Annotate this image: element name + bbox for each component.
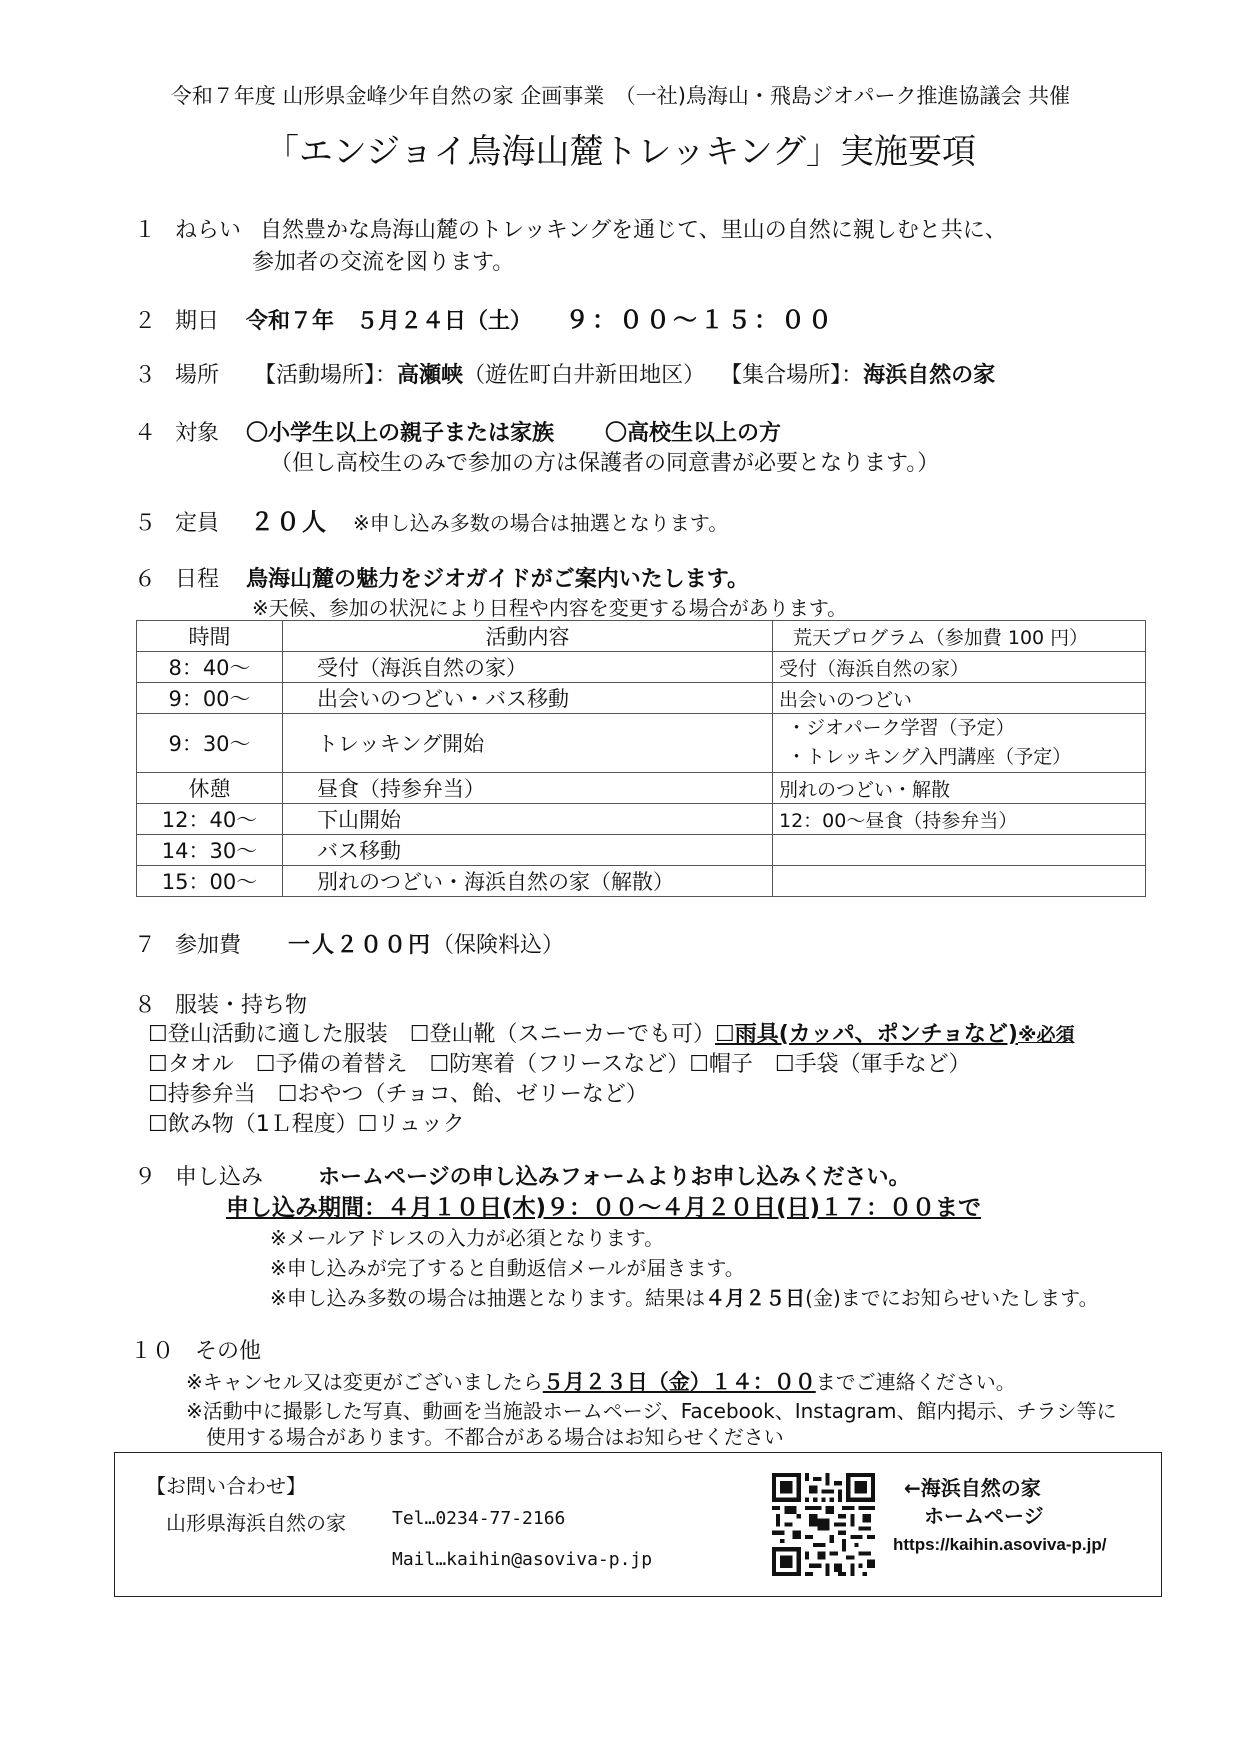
other-note-1 [186,1366,1016,1396]
page-title: 「エンジョイ鳥海山麓トレッキング」実施要項 [264,132,977,172]
row-rain [773,714,1146,773]
meeting-place-label: 【集合場所】： [720,363,864,388]
schedule-table [136,620,1146,897]
row-rain [773,835,1146,866]
section-number: ３ [134,363,157,388]
required-mark: ※必須 [1017,1024,1075,1046]
section-number: ６ [134,567,157,592]
section-number: １０ [130,1339,175,1364]
homepage-url-link[interactable]: https://kaihin.asoviva-p.jp/ [893,1535,1107,1554]
rain-line: ・ジオパーク学習（予定） [787,717,1015,739]
fee-value: 一人２００円 [288,933,433,958]
section-label: ねらい [175,218,242,243]
page-header: 令和７年度 山形県金峰少年自然の家 企画事業 （一社)鳥海山・飛島ジオパーク推進協議会 共催 [170,84,1071,108]
row-activity: 出会いのつどい・バス移動 [283,683,773,714]
other-note-3: 使用する場合があります。不都合がある場合はお知らせください [206,1425,784,1449]
section-1 [134,213,1007,244]
section-8 [134,988,307,1019]
result-date: ４月２５日 [705,1286,806,1310]
belongings-items: ☐登山活動に適した服装 ☐登山靴（スニーカーでも可） [148,1022,716,1047]
row-time: 9：00～ [137,683,283,714]
section-label: 参加費 [175,933,242,958]
table-header-row [137,621,1146,652]
event-date: 令和７年 ５月２４日（土） [246,309,533,334]
section-label: 服装・持ち物 [175,993,308,1018]
contact-tel: Tel…0234-77-2166 [392,1508,566,1529]
homepage-arrow-label: ←海浜自然の家 [904,1476,1041,1500]
note-text: ※申し込み多数の場合は抽選となります。結果は [270,1286,706,1310]
row-activity: 昼食（持参弁当） [283,773,773,804]
row-activity: 受付（海浜自然の家） [283,652,773,683]
header-activity: 活動内容 [283,621,773,652]
row-activity: バス移動 [283,835,773,866]
section-label: 対象 [175,421,220,446]
row-rain: 受付（海浜自然の家） [773,652,1146,683]
schedule-lead: 鳥海山麓の魅力をジオガイドがご案内いたします。 [246,567,749,592]
apply-note-1: ※メールアドレスの入力が必須となります。 [270,1226,665,1250]
belongings-line-2: ☐タオル ☐予備の着替え ☐防寒着（フリースなど）☐帽子 ☐手袋（軍手など） [148,1052,971,1077]
target-note: （但し高校生のみで参加の方は保護者の同意書が必要となります。） [270,451,940,476]
row-rain [773,866,1146,897]
other-note-2: ※活動中に撮影した写真、動画を当施設ホームページ、Facebook、Instagram、館内掲示、チラシ等に [186,1399,1117,1423]
section-6 [134,562,749,593]
row-rain: 12：00～昼食（持参弁当） [773,804,1146,835]
section-text: 自然豊かな鳥海山麓のトレッキングを通じて、里山の自然に親しむと共に、 [260,218,1007,243]
section-9 [134,1160,911,1191]
apply-lead: ホームページの申し込みフォームよりお申し込みください。 [318,1165,911,1190]
row-rain: 別れのつどい・解散 [773,773,1146,804]
contact-heading: 【お問い合わせ】 [146,1474,306,1498]
row-activity: 別れのつどい・海浜自然の家（解散） [283,866,773,897]
row-activity: 下山開始 [283,804,773,835]
apply-period: 申し込み期間：４月１０日(木)９：００～４月２０日(日)１７：００まで [226,1195,982,1221]
section-label: 場所 [175,363,220,388]
note-text: (金) [805,1286,841,1310]
section-label: その他 [195,1339,262,1364]
target-family: 〇小学生以上の親子または家族 [246,421,555,446]
header-rain-program: 荒天プログラム（参加費 100 円） [773,621,1146,652]
section-number: ４ [134,421,157,446]
row-time: 12：40～ [137,804,283,835]
section-number: ９ [134,1165,157,1190]
event-time: ９：００～１５：００ [565,306,836,334]
schedule-note: ※天候、参加の状況により日程や内容を変更する場合があります。 [252,596,848,620]
apply-note-2: ※申し込みが完了すると自動返信メールが届きます。 [270,1256,745,1280]
activity-place: 高瀬峡 [397,363,464,388]
section-4 [134,416,781,447]
target-highschool: 〇高校生以上の方 [605,421,782,446]
contact-org: 山形県海浜自然の家 [166,1511,346,1535]
table-row [137,866,1146,897]
rain-line: ・トレッキング入門講座（予定） [787,746,1072,768]
homepage-label: ホームページ [924,1504,1044,1528]
table-row [137,652,1146,683]
rain-gear-item: ☐雨具(カッパ、ポンチョなど) [715,1022,1018,1047]
table-row [137,835,1146,866]
contact-mail: Mail…kaihin@asoviva-p.jp [392,1549,653,1570]
meeting-place: 海浜自然の家 [863,363,996,388]
section-label: 申し込み [175,1165,264,1190]
row-time: 15：00～ [137,866,283,897]
section-10 [130,1334,261,1365]
section-number: ７ [134,933,157,958]
activity-place-note: （遊佐町白井新田地区） [463,363,706,388]
fee-note: （保険料込） [432,933,565,958]
section-3 [134,358,995,389]
table-row [137,773,1146,804]
section-number: １ [134,218,157,243]
section-number: ５ [134,511,157,536]
section-label: 期日 [175,309,220,334]
belongings-line-3: ☐持参弁当 ☐おやつ（チョコ、飴、ゼリーなど） [148,1082,648,1107]
activity-place-label: 【活動場所】： [254,363,398,388]
header-time: 時間 [137,621,283,652]
section-number: ２ [134,309,157,334]
row-time: 9：30～ [137,714,283,773]
section-1-line2: 参加者の交流を図ります。 [252,250,515,275]
section-label: 日程 [175,567,220,592]
row-activity: トレッキング開始 [283,714,773,773]
apply-note-3 [270,1282,1099,1311]
row-time: 14：30～ [137,835,283,866]
section-2 [134,300,835,335]
row-rain: 出会いのつどい [773,683,1146,714]
cancel-deadline: ５月２３日（金）１４：００ [542,1370,816,1394]
section-5 [134,502,728,537]
section-number: ８ [134,993,157,1018]
table-row [137,714,1146,773]
belongings-line-4: ☐飲み物（1Ｌ程度）☐リュック [148,1112,465,1137]
section-7 [134,928,564,959]
note-text: までにお知らせいたします。 [840,1286,1099,1310]
table-row [137,804,1146,835]
capacity-note: ※申し込み多数の場合は抽選となります。 [353,511,729,535]
table-row [137,683,1146,714]
qr-code-icon[interactable] [772,1473,875,1576]
section-label: 定員 [175,511,220,536]
belongings-line-1 [148,1017,1074,1048]
row-time: 8：40～ [137,652,283,683]
row-time: 休憩 [137,773,283,804]
capacity-value: ２０人 [250,508,329,536]
note-text: までご連絡ください。 [815,1370,1016,1394]
note-text: ※キャンセル又は変更がございましたら [186,1370,543,1394]
